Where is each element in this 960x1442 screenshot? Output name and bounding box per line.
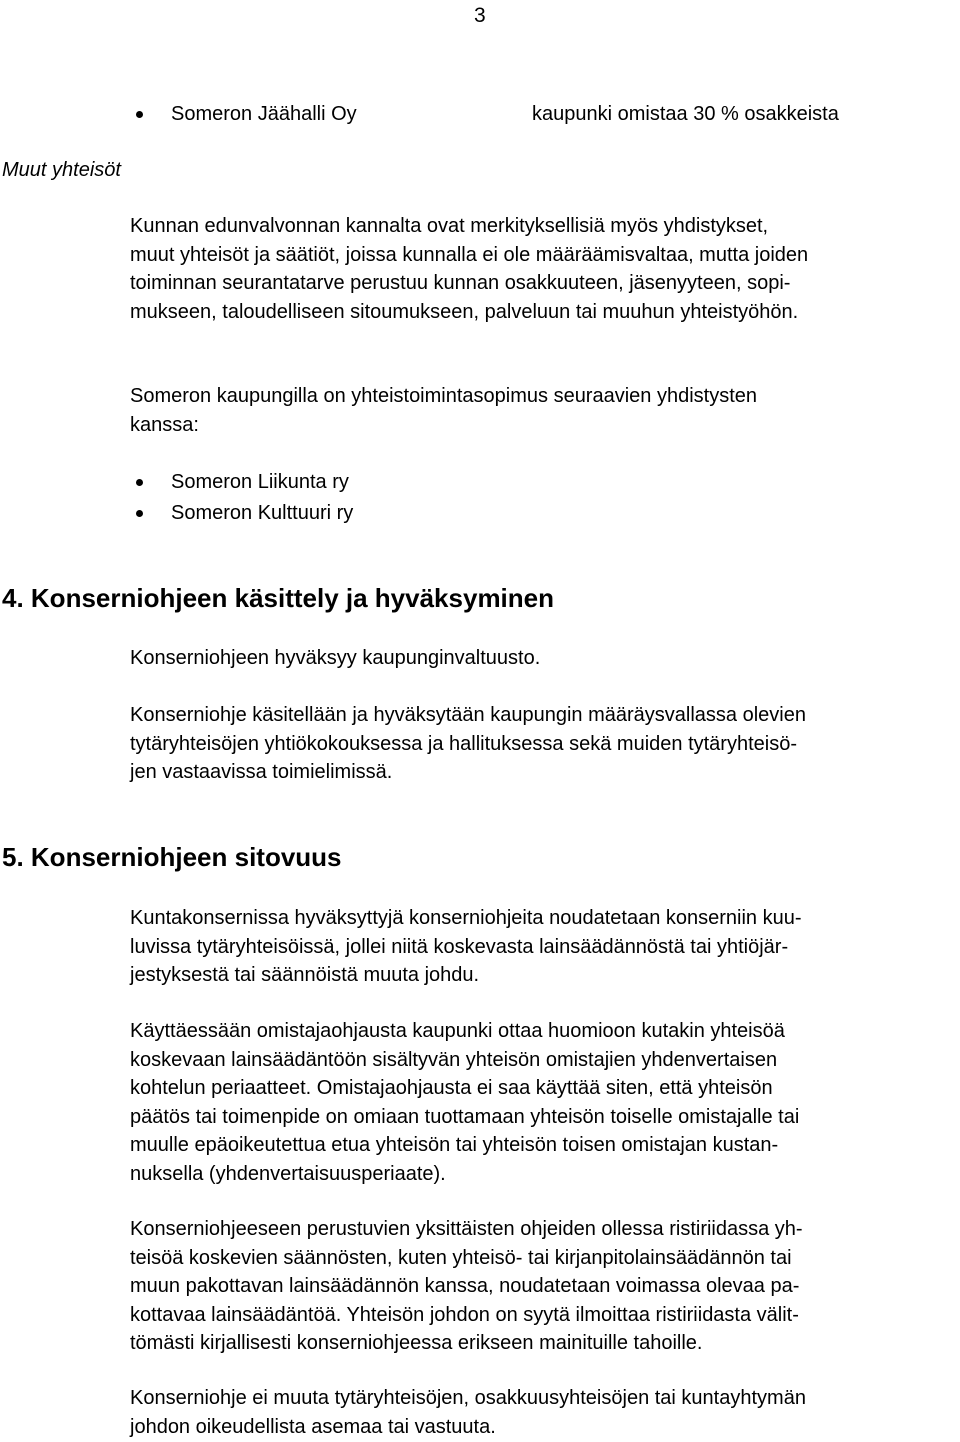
section-4-paragraph-2: Konserniohje käsitellään ja hyväksytään kaupungin määräysvallassa olevien tytäryhteisöjen yhtiökokouksessa ja hallituksessa sekä muiden tytäryhteisö- jen vastaavissa toimielimissä. [130, 704, 806, 783]
section-5-heading: 5. Konserniohjeen sitovuus [2, 842, 342, 872]
agreement-intro-paragraph: Someron kaupungilla on yhteistoimintasopimus seuraavien yhdistysten kanssa: [130, 385, 758, 436]
muut-yhteisot-heading: Muut yhteisöt [2, 159, 121, 181]
section-4-heading: 4. Konserniohjeen käsittely ja hyväksyminen [2, 583, 555, 613]
section-4-paragraph-1: Konserniohjeen hyväksyy kaupunginvaltuusto. [130, 647, 541, 669]
ownership-share: kaupunki omistaa 30 % osakkeista [532, 103, 839, 125]
association-item: Someron Liikunta ry [171, 471, 349, 493]
section-5-paragraph-1: Kuntakonsernissa hyväksyttyjä konserniohjeita noudatetaan konserniin kuu- luvissa tytäryhteisöissä, jollei niitä koskevasta lainsäädännöstä tai yhtiöjär- jestyksestä tai säännöistä muuta johdu. [130, 907, 802, 986]
muut-yhteisot-paragraph: Kunnan edunvalvonnan kannalta ovat merkityksellisiä myös yhdistykset, muut yhteisöt ja säätiöt, joissa kunnalla ei ole määräämisvaltaa, mutta joiden toiminnan seurantatarve perustuu kunnan osakkuuteen, jäsenyyteen, sopi- mukseen, taloudelliseen sitoumukseen, palveluun tai muuhun yhteistyöhön. [130, 215, 809, 323]
bullet-icon [136, 510, 143, 517]
page-number: 3 [474, 4, 486, 27]
bullet-icon [136, 479, 143, 486]
bullet-icon [136, 111, 143, 118]
section-5-paragraph-3: Konserniohjeeseen perustuvien yksittäisten ohjeiden ollessa ristiriidassa yh- teisöä koskevien säännösten, kuten yhteisö- tai kirjanpitolainsäädännön tai muun pakottavan lainsäädännön kanssa, noudatetaan voimassa olevaa pa- kottavaa lainsäädäntöä. Yhteisön johdon on syytä ilmoittaa ristiriidasta välit- tömästi kirjallisesti konserniohjeessa erikseen mainituille tahoille. [130, 1218, 803, 1354]
association-item: Someron Kulttuuri ry [171, 502, 354, 524]
section-5-paragraph-4: Konserniohje ei muuta tytäryhteisöjen, osakkuusyhteisöjen tai kuntayhtymän johdon oikeudellista asemaa tai vastuuta. [130, 1387, 806, 1438]
section-5-paragraph-2: Käyttäessään omistajaohjausta kaupunki ottaa huomioon kutakin yhteisöä koskevaan lainsäädäntöön sisältyvän yhteisön omistajien yhdenvertaisen kohtelun periaatteet. Omistajaohjausta ei saa käyttää siten, että yhteisön päätös tai toimenpide on omiaan tuottamaan yhteisön toiselle omistajalle tai muulle epäoikeutettua etua yhteisön tai yhteisön toisen omistajan kustan- nuksella (yhdenvertaisuusperiaate). [130, 1020, 800, 1185]
company-name: Someron Jäähalli Oy [171, 103, 357, 125]
